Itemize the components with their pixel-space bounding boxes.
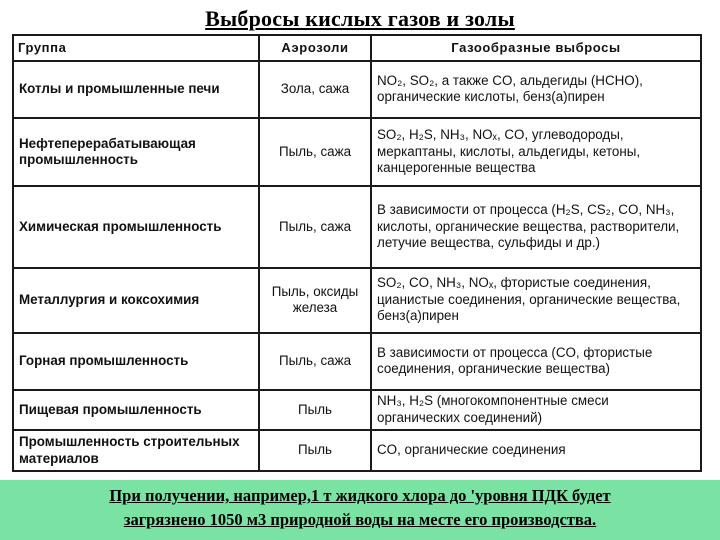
emissions-table	[12, 34, 702, 472]
cell-gases: SO₂, H₂S, NH₃, NOₓ, CO, углеводороды, меркаптаны, кислоты, альдегиды, кетоны, канцерогенные вещества	[371, 118, 701, 186]
slide-title: Выбросы кислых газов и золы	[205, 6, 515, 31]
cell-group: Металлургия и коксохимия	[13, 268, 259, 333]
cell-aerosols: Пыль	[259, 390, 371, 431]
table-row	[13, 186, 701, 267]
cell-group: Котлы и промышленные печи	[13, 61, 259, 118]
cell-gases: NH₃, H₂S (многокомпонентные смеси органических соединений)	[371, 390, 701, 431]
table-row	[13, 390, 701, 431]
table-row	[13, 61, 701, 118]
header-aerosols: Аэрозоли	[259, 35, 371, 61]
header-gaseous-emissions: Газообразные выбросы	[371, 35, 701, 61]
table-row	[13, 430, 701, 471]
cell-gases: NO₂, SO₂, а также CO, альдегиды (HCHO), органические кислоты, бенз(а)пирен	[371, 61, 701, 118]
table-row	[13, 268, 701, 333]
table-header-row	[13, 35, 701, 61]
header-group: Группа	[13, 35, 259, 61]
cell-aerosols: Пыль, оксиды железа	[259, 268, 371, 333]
cell-group: Химическая промышленность	[13, 186, 259, 267]
cell-aerosols: Пыль	[259, 430, 371, 471]
cell-aerosols: Пыль, сажа	[259, 186, 371, 267]
cell-group: Горная промышленность	[13, 333, 259, 390]
table-row	[13, 333, 701, 390]
footer-note-line-1: При получении, например,1 т жидкого хлора до 'уровня ПДК будет	[109, 486, 611, 505]
cell-aerosols: Зола, сажа	[259, 61, 371, 118]
cell-group: Промышленность строительных материалов	[13, 430, 259, 471]
table-row	[13, 118, 701, 186]
cell-gases: В зависимости от процесса (H₂S, CS₂, CO, NH₃, кислоты, органические вещества, растворители, летучие вещества, сульфиды и др.)	[371, 186, 701, 267]
cell-gases: В зависимости от процесса (CO, фтористые соединения, органические вещества)	[371, 333, 701, 390]
footer-note	[40, 484, 680, 532]
cell-group: Нефтеперерабатывающая промышленность	[13, 118, 259, 186]
cell-aerosols: Пыль, сажа	[259, 333, 371, 390]
emissions-table-container	[12, 34, 700, 472]
cell-group: Пищевая промышленность	[13, 390, 259, 431]
cell-gases: SO₂, CO, NH₃, NOₓ, фтористые соединения, цианистые соединения, органические вещества, бенз(а)пирен	[371, 268, 701, 333]
footer-note-line-2: загрязнено 1050 м3 природной воды на месте его производства.	[123, 510, 597, 529]
cell-gases: CO, органические соединения	[371, 430, 701, 471]
cell-aerosols: Пыль, сажа	[259, 118, 371, 186]
